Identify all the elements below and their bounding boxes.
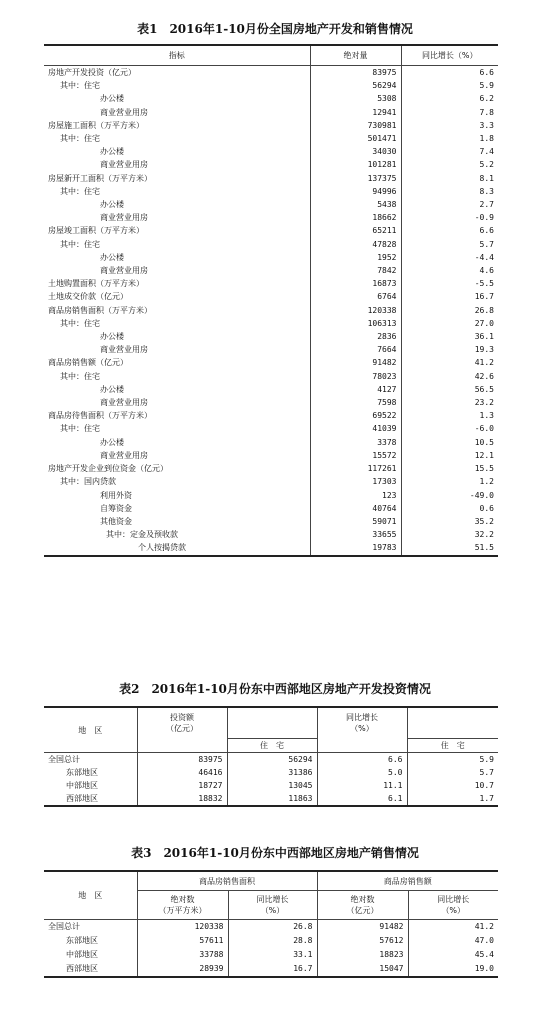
residential-investment-cell: 11863: [227, 792, 317, 806]
absolute-value-cell: 33655: [310, 528, 401, 541]
residential-investment-header: 住 宅: [227, 738, 317, 753]
table-row: [44, 528, 498, 541]
table-row: [44, 277, 498, 290]
table-row: [44, 934, 498, 948]
yoy-growth-cell: 7.4: [401, 145, 498, 158]
indicator-cell: 办公楼: [100, 384, 124, 394]
yoy-growth-cell: 3.3: [401, 119, 498, 132]
yoy-growth-cell: -49.0: [401, 489, 498, 502]
absolute-value-cell: 117261: [310, 462, 401, 475]
area-absolute-cell: 33788: [137, 948, 228, 962]
indicator-cell: 其中：住宅: [60, 424, 100, 434]
yoy-growth-cell: 35.2: [401, 515, 498, 528]
absolute-value-cell: 18662: [310, 211, 401, 224]
yoy-growth-cell: 0.6: [401, 502, 498, 515]
absolute-value-cell: 5438: [310, 198, 401, 211]
regional-investment-table: [44, 706, 498, 807]
table-row: [44, 106, 498, 119]
region-header: 地 区: [44, 871, 137, 920]
absolute-value-cell: 91482: [310, 356, 401, 369]
yoy-growth-cell: 26.8: [401, 304, 498, 317]
absolute-value-cell: 69522: [310, 409, 401, 422]
region-header: 地 区: [44, 707, 137, 753]
residential-growth-cell: 5.9: [407, 753, 498, 767]
table-row: [44, 145, 498, 158]
absolute-value-cell: 16873: [310, 277, 401, 290]
indicator-cell: 房屋施工面积（万平方米）: [48, 120, 144, 130]
indicator-cell: 自筹资金: [100, 503, 132, 513]
region-cell: 全国总计: [48, 755, 80, 764]
yoy-growth-cell: 10.5: [401, 436, 498, 449]
region-cell: 中部地区: [66, 781, 98, 790]
growth-header: 同比增长 （%）: [317, 707, 407, 738]
indicator-cell: 房屋竣工面积（万平方米）: [48, 226, 144, 236]
table-row: [44, 792, 498, 806]
indicator-cell: 商品房待售面积（万平方米）: [48, 411, 152, 421]
table-row: [44, 132, 498, 145]
yoy-growth-cell: 7.8: [401, 106, 498, 119]
indicator-cell: 土地成交价款（亿元）: [48, 292, 128, 302]
table-row: [44, 185, 498, 198]
yoy-growth-cell: 15.5: [401, 462, 498, 475]
table-row: [44, 779, 498, 792]
table-row: [44, 436, 498, 449]
table-row: [44, 66, 498, 80]
indicator-cell: 其中：定金及预收款: [106, 530, 178, 540]
investment-header: 投资额 （亿元）: [137, 707, 227, 738]
table-row: [44, 948, 498, 962]
indicator-cell: 房屋新开工面积（万平方米）: [48, 173, 152, 183]
table1-body: [44, 66, 498, 556]
absolute-value-cell: 56294: [310, 79, 401, 92]
absolute-value-cell: 3378: [310, 436, 401, 449]
sales-absolute-cell: 15047: [317, 962, 408, 977]
yoy-growth-cell: 36.1: [401, 330, 498, 343]
area-growth-cell: 26.8: [228, 920, 317, 935]
table3-body: [44, 920, 498, 978]
absolute-value-cell: 83975: [310, 66, 401, 80]
yoy-growth-cell: 8.3: [401, 185, 498, 198]
absolute-value-cell: 137375: [310, 172, 401, 185]
yoy-growth-cell: 6.6: [401, 224, 498, 237]
area-absolute-cell: 28939: [137, 962, 228, 977]
yoy-growth-cell: -0.9: [401, 211, 498, 224]
sales-area-group-header: 商品房销售面积: [137, 871, 317, 891]
area-growth-cell: 28.8: [228, 934, 317, 948]
table-row: [44, 330, 498, 343]
table-row: [44, 422, 498, 435]
area-absolute-header: 绝对数 （万平方米）: [137, 891, 228, 920]
sales-amount-group-header: 商品房销售额: [317, 871, 498, 891]
sales-growth-cell: 41.2: [408, 920, 498, 935]
indicator-cell: 商业营业用房: [100, 398, 148, 408]
yoy-growth-cell: 56.5: [401, 383, 498, 396]
absolute-value-cell: 12941: [310, 106, 401, 119]
absolute-value-cell: 2836: [310, 330, 401, 343]
table-row: [44, 172, 498, 185]
region-cell: 全国总计: [48, 922, 80, 931]
table1-title: 表1 2016年1-10月份全国房地产开发和销售情况: [137, 22, 413, 36]
indicator-cell: 房地产开发投资（亿元）: [48, 68, 136, 77]
table-row: [44, 515, 498, 528]
indicator-cell: 商业营业用房: [100, 107, 148, 117]
sales-absolute-cell: 91482: [317, 920, 408, 935]
region-cell: 中部地区: [66, 950, 98, 959]
table-row: [44, 290, 498, 303]
table-row: [44, 317, 498, 330]
table3-title: 表3 2016年1-10月份东中西部地区房地产销售情况: [131, 846, 419, 860]
absolute-value-cell: 123: [310, 489, 401, 502]
table-row: [44, 920, 498, 935]
national-development-sales-table: [44, 44, 498, 557]
indicator-cell: 办公楼: [100, 437, 124, 447]
absolute-value-cell: 78023: [310, 370, 401, 383]
area-growth-cell: 16.7: [228, 962, 317, 977]
yoy-growth-cell: 1.8: [401, 132, 498, 145]
yoy-growth-cell: 42.6: [401, 370, 498, 383]
absolute-value-cell: 65211: [310, 224, 401, 237]
yoy-growth-cell: 12.1: [401, 449, 498, 462]
indicator-cell: 房地产开发企业到位资金（亿元）: [48, 464, 168, 474]
indicator-cell: 商业营业用房: [100, 450, 148, 460]
indicator-cell: 土地购置面积（万平方米）: [48, 279, 144, 289]
absolute-value-cell: 15572: [310, 449, 401, 462]
yoy-growth-cell: 2.7: [401, 198, 498, 211]
table-row: [44, 343, 498, 356]
absolute-value-cell: 1952: [310, 251, 401, 264]
yoy-growth-cell: -4.4: [401, 251, 498, 264]
indicator-cell: 商品房销售额（亿元）: [48, 358, 128, 368]
table-row: [44, 158, 498, 171]
table-row: [44, 238, 498, 251]
indicator-cell: 其中：住宅: [60, 318, 100, 328]
residential-growth-header: 住 宅: [407, 738, 498, 753]
area-absolute-cell: 120338: [137, 920, 228, 935]
investment-cell: 18832: [137, 792, 227, 806]
residential-growth-cell: 10.7: [407, 779, 498, 792]
table-row: [44, 264, 498, 277]
table-row: [44, 119, 498, 132]
table-row: [44, 489, 498, 502]
yoy-growth-cell: 16.7: [401, 290, 498, 303]
indicator-cell: 商业营业用房: [100, 345, 148, 355]
investment-cell: 83975: [137, 753, 227, 767]
residential-investment-cell: 31386: [227, 766, 317, 779]
indicator-cell: 商业营业用房: [100, 213, 148, 223]
absolute-value-cell: 6764: [310, 290, 401, 303]
indicator-cell: 办公楼: [100, 332, 124, 342]
indicator-cell: 办公楼: [100, 200, 124, 210]
yoy-growth-cell: -6.0: [401, 422, 498, 435]
table-row: [44, 224, 498, 237]
absolute-value-cell: 730981: [310, 119, 401, 132]
absolute-value-cell: 41039: [310, 422, 401, 435]
growth-cell: 6.1: [317, 792, 407, 806]
table-row: [44, 396, 498, 409]
table-row: [44, 356, 498, 369]
yoy-growth-cell: -5.5: [401, 277, 498, 290]
yoy-growth-cell: 27.0: [401, 317, 498, 330]
table-row: [44, 766, 498, 779]
table1-header-row: [44, 45, 498, 66]
residential-investment-cell: 13045: [227, 779, 317, 792]
table-row: [44, 449, 498, 462]
sales-absolute-cell: 57612: [317, 934, 408, 948]
indicator-cell: 其中：住宅: [60, 81, 100, 91]
residential-growth-cell: 5.7: [407, 766, 498, 779]
table-row: [44, 409, 498, 422]
sales-growth-cell: 19.0: [408, 962, 498, 977]
absolute-value-cell: 7664: [310, 343, 401, 356]
table-row: [44, 383, 498, 396]
sales-growth-cell: 45.4: [408, 948, 498, 962]
indicator-cell: 办公楼: [100, 252, 124, 262]
sales-growth-header: 同比增长 （%）: [408, 891, 498, 920]
region-cell: 东部地区: [66, 936, 98, 945]
table-row: [44, 198, 498, 211]
table-row: [44, 79, 498, 92]
yoy-growth-cell: 8.1: [401, 172, 498, 185]
indicator-cell: 其中：国内贷款: [60, 477, 116, 487]
residential-growth-cell: 1.7: [407, 792, 498, 806]
indicator-cell: 其他资金: [100, 516, 132, 526]
table-row: [44, 462, 498, 475]
yoy-growth-cell: 41.2: [401, 356, 498, 369]
yoy-growth-cell: 23.2: [401, 396, 498, 409]
yoy-growth-header: 同比增长（%）: [401, 45, 498, 66]
table-row: [44, 475, 498, 488]
indicator-cell: 利用外资: [100, 490, 132, 500]
area-growth-header: 同比增长 （%）: [228, 891, 317, 920]
absolute-value-cell: 34030: [310, 145, 401, 158]
absolute-value-cell: 4127: [310, 383, 401, 396]
yoy-growth-cell: 19.3: [401, 343, 498, 356]
indicator-cell: 商业营业用房: [100, 266, 148, 276]
table-row: [44, 92, 498, 105]
yoy-growth-cell: 51.5: [401, 541, 498, 555]
absolute-value-header: 绝对量: [310, 45, 401, 66]
table-row: [44, 304, 498, 317]
residential-investment-cell: 56294: [227, 753, 317, 767]
yoy-growth-cell: 5.2: [401, 158, 498, 171]
growth-cell: 11.1: [317, 779, 407, 792]
yoy-growth-cell: 6.6: [401, 66, 498, 80]
absolute-value-cell: 106313: [310, 317, 401, 330]
indicator-cell: 办公楼: [100, 147, 124, 157]
absolute-value-cell: 7598: [310, 396, 401, 409]
area-absolute-cell: 57611: [137, 934, 228, 948]
table-row: [44, 753, 498, 767]
indicator-cell: 商业营业用房: [100, 160, 148, 170]
growth-cell: 6.6: [317, 753, 407, 767]
indicator-cell: 其中：住宅: [60, 186, 100, 196]
growth-cell: 5.0: [317, 766, 407, 779]
absolute-value-cell: 94996: [310, 185, 401, 198]
table-row: [44, 541, 498, 555]
indicator-cell: 其中：住宅: [60, 134, 100, 144]
region-cell: 西部地区: [66, 794, 98, 803]
indicator-cell: 办公楼: [100, 94, 124, 104]
absolute-value-cell: 59071: [310, 515, 401, 528]
indicator-cell: 个人按揭贷款: [138, 543, 186, 553]
table2-title: 表2 2016年1-10月份东中西部地区房地产开发投资情况: [119, 682, 431, 696]
region-cell: 西部地区: [66, 964, 98, 973]
yoy-growth-cell: 4.6: [401, 264, 498, 277]
sales-absolute-cell: 18823: [317, 948, 408, 962]
table-row: [44, 962, 498, 977]
absolute-value-cell: 17303: [310, 475, 401, 488]
absolute-value-cell: 7842: [310, 264, 401, 277]
table-row: [44, 370, 498, 383]
sales-growth-cell: 47.0: [408, 934, 498, 948]
absolute-value-cell: 120338: [310, 304, 401, 317]
sales-absolute-header: 绝对数 （亿元）: [317, 891, 408, 920]
yoy-growth-cell: 5.9: [401, 79, 498, 92]
absolute-value-cell: 501471: [310, 132, 401, 145]
yoy-growth-cell: 1.3: [401, 409, 498, 422]
absolute-value-cell: 47828: [310, 238, 401, 251]
table-row: [44, 211, 498, 224]
yoy-growth-cell: 5.7: [401, 238, 498, 251]
yoy-growth-cell: 32.2: [401, 528, 498, 541]
yoy-growth-cell: 1.2: [401, 475, 498, 488]
table-row: [44, 502, 498, 515]
absolute-value-cell: 101281: [310, 158, 401, 171]
table2-body: [44, 753, 498, 807]
investment-cell: 46416: [137, 766, 227, 779]
yoy-growth-cell: 6.2: [401, 92, 498, 105]
absolute-value-cell: 5308: [310, 92, 401, 105]
absolute-value-cell: 40764: [310, 502, 401, 515]
absolute-value-cell: 19783: [310, 541, 401, 555]
indicator-header: 指标: [44, 45, 310, 66]
indicator-cell: 其中：住宅: [60, 239, 100, 249]
investment-cell: 18727: [137, 779, 227, 792]
region-cell: 东部地区: [66, 768, 98, 777]
indicator-cell: 其中：住宅: [60, 371, 100, 381]
indicator-cell: 商品房销售面积（万平方米）: [48, 305, 152, 315]
table-row: [44, 251, 498, 264]
regional-sales-table: [44, 870, 498, 978]
area-growth-cell: 33.1: [228, 948, 317, 962]
